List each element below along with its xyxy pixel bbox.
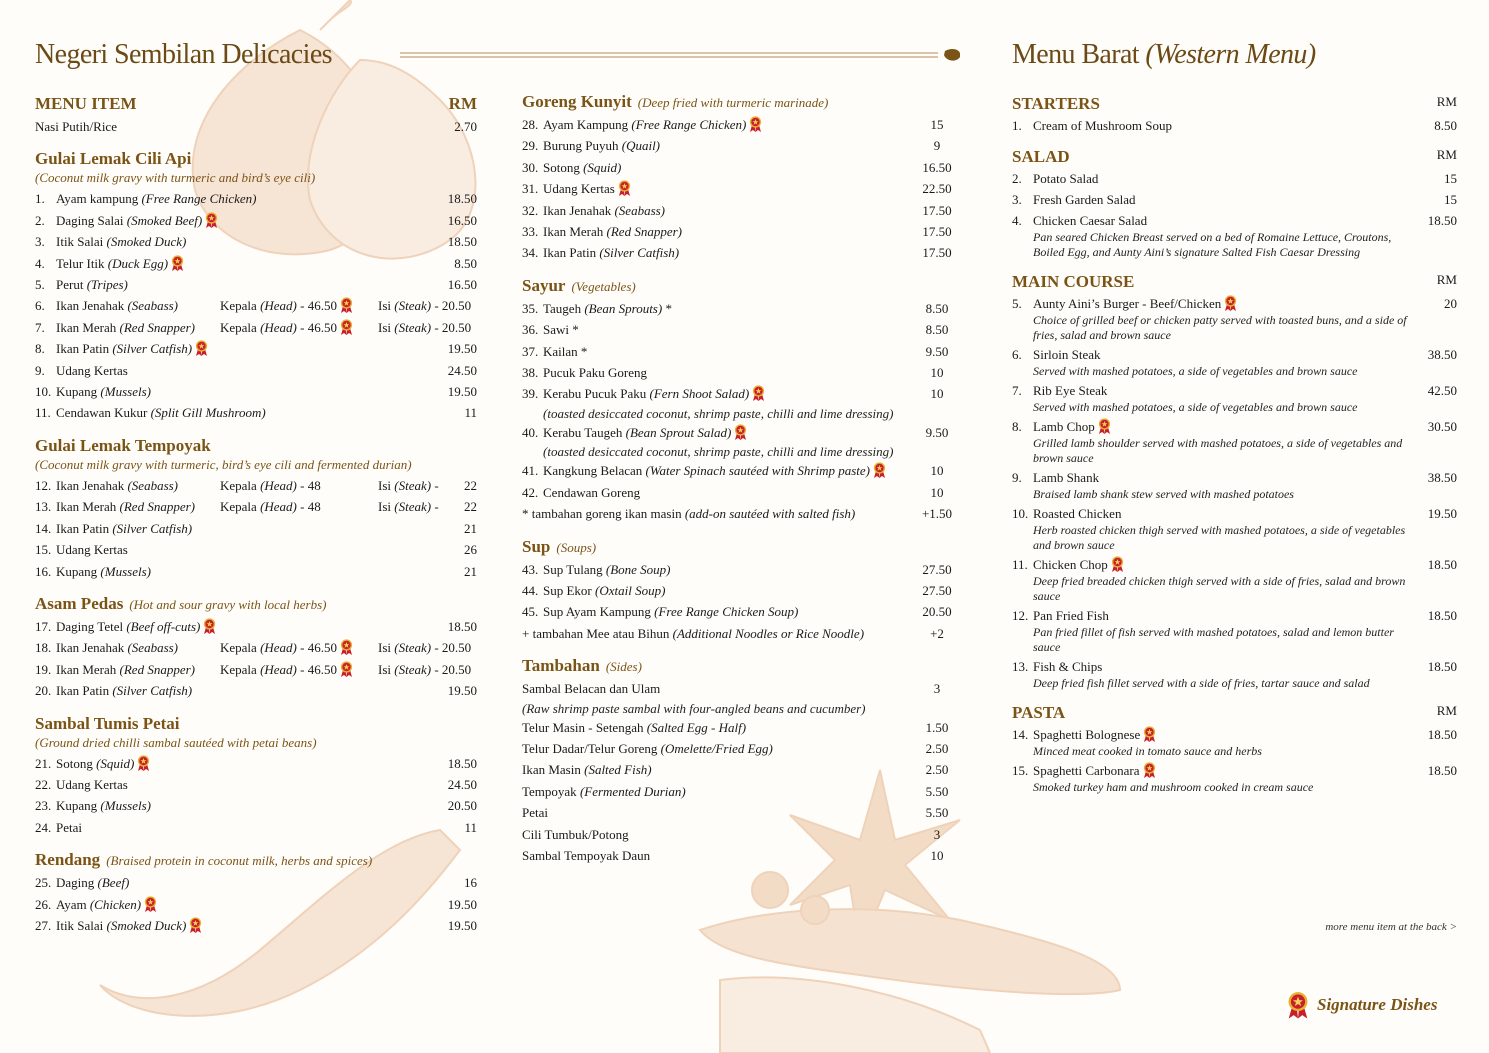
menu-row: 8. Lamb Chop 30.50 Grilled lamb shoulder served with mashed potatoes, a side of vegetables and brown sauce — [1012, 419, 1457, 465]
section-gulai-cili-api: Gulai Lemak Cili Api (Coconut milk gravy with turmeric and bird’s eye cili) 1. Ayam kampung (Free Range Chicken) 18.50 2. Daging Salai (Smoked Beef) 16.50 3. Itik Salai (Smoked Duck) 18.50 4. Telur Itik (Duck Egg) 8.50 5. Perut (Tripes) 16.50 6. Ikan Jenahak (Seabass) Kepala (Head) - 46.50 Isi (Steak) - 20.50 7. Ikan Merah (Red Snapper) Kepala (Head) - 46.50 Isi (Steak) - 20.50 8. Ikan Patin (Silver Catfish) 19.50 9. Udang Kertas 24.50 10. Kupang (Mussels) 19.50 11. Cendawan Kukur (Split Gill Mushroom) 11 — [35, 149, 485, 423]
signature-badge-icon — [1098, 418, 1111, 434]
section-goreng-kunyit: Goreng Kunyit (Deep fried with turmeric marinade) 28. Ayam Kampung (Free Range Chicken) 15 29. Burung Puyuh (Quail) 9 30. Sotong (Squid) 16.50 31. Udang Kertas 22.50 32. Ikan Jenahak (Seabass) 17.50 33. Ikan Merah (Red Snapper) 17.50 34. Ikan Patin (Silver Catfish) 17.50 — [522, 92, 970, 264]
menu-row: 39. Kerabu Pucuk Paku (Fern Shoot Salad) 10 — [522, 386, 944, 402]
column-negeri-sembilan — [35, 40, 485, 936]
menu-row: Telur Dadar/Telur Goreng (Omelette/Fried Egg) 2.50 — [522, 740, 949, 756]
menu-row: 18. Ikan Jenahak (Seabass) Kepala (Head) - 46.50 Isi (Steak) - 20.50 — [35, 640, 472, 656]
item-list — [522, 298, 970, 503]
menu-row: 15. Udang Kertas 26 — [35, 542, 477, 558]
menu-row: 43. Sup Tulang (Bone Soup) 27.50 — [522, 561, 952, 577]
menu-row: 29. Burung Puyuh (Quail) 9 — [522, 138, 941, 154]
section-salad: SALAD RM 2. Potato Salad 15 3. Fresh Garden Salad 15 4. Chicken Caesar Salad 18.50 Pan seared Chicken Breast served on a bed of Romaine Lettuce, Croutons, Boiled Egg, and Aunty Aini’s signature Salted Fish Caesar Dressing — [1012, 147, 1457, 259]
menu-row: 44. Sup Ekor (Oxtail Soup) 27.50 — [522, 582, 952, 598]
menu-row: 19. Ikan Merah (Red Snapper) Kepala (Head) - 46.50 Isi (Steak) - 20.50 — [35, 661, 472, 677]
section-pasta: PASTA RM 14. Spaghetti Bolognese 18.50 Minced meat cooked in tomato sauce and herbs 15. Spaghetti Carbonara 18.50 Smoked turkey ham and mushroom cooked in cream sauce — [1012, 703, 1457, 794]
menu-row: 41. Kangkung Belacan (Water Spinach sautéed with Shrimp paste) 10 — [522, 463, 944, 479]
signature-badge-icon — [734, 424, 747, 440]
menu-row: 28. Ayam Kampung (Free Range Chicken) 15 — [522, 117, 944, 132]
menu-row: 4. Chicken Caesar Salad 18.50 Pan seared Chicken Breast served on a bed of Romaine Lettuce, Croutons, Boiled Egg, and Aunty Aini’s signature Salted Fish Caesar Dressing — [1012, 213, 1457, 259]
menu-row: 7. Rib Eye Steak 42.50 Served with mashed potatoes, a side of vegetables and brown sauce — [1012, 383, 1457, 414]
menu-row: 14. Spaghetti Bolognese 18.50 Minced meat cooked in tomato sauce and herbs — [1012, 727, 1457, 758]
menu-row: 27. Itik Salai (Smoked Duck) 19.50 — [35, 917, 477, 933]
menu-row: 13. Fish & Chips 18.50 Deep fried fish fillet served with a side of fries, tartar sauce and salad — [1012, 659, 1457, 690]
section-gulai-tempoyak: Gulai Lemak Tempoyak (Coconut milk gravy with turmeric, bird’s eye cili and fermented durian) 12. Ikan Jenahak (Seabass) Kepala (Head) - 48 Isi (Steak) - 22 13. Ikan Merah (Red Snapper) Kepala (Head) - 48 Isi (Steak) - 22 14. Ikan Patin (Silver Catfish) 21 15. Udang Kertas 26 16. Kupang (Mussels) 21 — [35, 436, 485, 582]
section-asam-pedas: Asam Pedas (Hot and sour gravy with local herbs) 17. Daging Tetel (Beef off-cuts) 18.50 18. Ikan Jenahak (Seabass) Kepala (Head) - 46.50 Isi (Steak) - 20.50 19. Ikan Merah (Red Snapper) Kepala (Head) - 46.50 Isi (Steak) - 20.50 20. Ikan Patin (Silver Catfish) 19.50 — [35, 594, 485, 702]
menu-row: 5. Aunty Aini’s Burger - Beef/Chicken 20 Choice of grilled beef or chicken patty served with toasted buns, and a side of fries, salad and brown sauce — [1012, 296, 1457, 342]
signature-badge-icon — [340, 297, 353, 313]
menu-row: 21. Sotong (Squid) 18.50 — [35, 755, 477, 771]
item-note: Minced meat cooked in tomato sauce and herbs — [1033, 744, 1262, 758]
western-title: Menu Barat (Western Menu) — [1012, 39, 1316, 70]
menu-row: 12. Ikan Jenahak (Seabass) Kepala (Head) - 48 Isi (Steak) - 22 — [35, 477, 477, 493]
section-header — [35, 94, 485, 137]
menu-row: 35. Taugeh (Bean Sprouts) * 8.50 — [522, 300, 949, 316]
menu-row: Tempoyak (Fermented Durian) 5.50 — [522, 783, 949, 799]
menu-row: 34. Ikan Patin (Silver Catfish) 17.50 — [522, 245, 952, 261]
menu-row: 15. Spaghetti Carbonara 18.50 Smoked turkey ham and mushroom cooked in cream sauce — [1012, 763, 1457, 794]
menu-row: 2. Potato Salad 15 — [1012, 171, 1457, 186]
signature-badge-icon — [752, 385, 765, 401]
signature-badge-icon — [195, 340, 208, 356]
menu-row: 45. Sup Ayam Kampung (Free Range Chicken Soup) 20.50 — [522, 604, 952, 620]
menu-row: 6. Ikan Jenahak (Seabass) Kepala (Head) - 46.50 Isi (Steak) - 20.50 — [35, 298, 472, 314]
item-note: Served with mashed potatoes, a side of vegetables and brown sauce — [1033, 400, 1358, 414]
menu-row: 14. Ikan Patin (Silver Catfish) 21 — [35, 520, 477, 536]
item-list — [522, 678, 970, 866]
signature-badge-icon — [203, 618, 216, 634]
menu-row: 37. Kailan * 9.50 — [522, 343, 949, 359]
item-note: (toasted desiccated coconut, shrimp paste, chilli and lime dressing) — [543, 405, 894, 421]
item-note: Pan fried fillet of fish served with mashed potatoes, salad and lemon butter sauce — [1033, 625, 1394, 654]
menu-row: 11. Cendawan Kukur (Split Gill Mushroom) 11 — [35, 405, 477, 421]
menu-item-header: MENU ITEM — [35, 94, 137, 113]
menu-row: 38. Pucuk Paku Goreng 10 — [522, 365, 944, 381]
menu-row: Ikan Masin (Salted Fish) 2.50 — [522, 762, 949, 778]
section-rendang: Rendang (Braised protein in coconut milk, herbs and spices) 25. Daging (Beef) 16 26. Ayam (Chicken) 19.50 27. Itik Salai (Smoked Duck) 19.50 — [35, 850, 485, 936]
menu-row: 11. Chicken Chop 18.50 Deep fried breaded chicken thigh served with a side of fries, salad and brown sauce — [1012, 557, 1457, 603]
menu-row: 10. Roasted Chicken 19.50 Herb roasted chicken thigh served with mashed potatoes, a side of vegetables and brown sauce — [1012, 506, 1457, 552]
item-list — [522, 114, 970, 264]
signature-badge-icon — [340, 319, 353, 335]
page-title: Negeri Sembilan Delicacies — [35, 39, 332, 70]
signature-badge-icon — [137, 755, 150, 771]
signature-badge-icon — [1111, 556, 1124, 572]
menu-row: 33. Ikan Merah (Red Snapper) 17.50 — [522, 224, 952, 240]
menu-row: 40. Kerabu Taugeh (Bean Sprout Salad) 9.50 — [522, 424, 949, 440]
addon-row: * tambahan goreng ikan masin (add-on sautéed with salted fish) +1.50 — [522, 506, 953, 522]
menu-row: 23. Kupang (Mussels) 20.50 — [35, 798, 477, 814]
menu-row: 31. Udang Kertas 22.50 — [522, 181, 952, 197]
signature-badge-icon — [171, 255, 184, 271]
menu-row: 7. Ikan Merah (Red Snapper) Kepala (Head) - 46.50 Isi (Steak) - 20.50 — [35, 319, 472, 335]
item-list — [35, 616, 485, 702]
item-note: Herb roasted chicken thigh served with mashed potatoes, a side of vegetables and brown sauce — [1033, 523, 1406, 552]
item-note: Smoked turkey ham and mushroom cooked in cream sauce — [1033, 780, 1314, 794]
menu-row: 8. Ikan Patin (Silver Catfish) 19.50 — [35, 341, 477, 357]
section-starters: STARTERS RM 1. Cream of Mushroom Soup 8.50 — [1012, 94, 1457, 133]
menu-row: 42. Cendawan Goreng 10 — [522, 484, 944, 500]
signature-badge-icon — [189, 917, 202, 933]
item-list — [35, 872, 485, 936]
item-note: Deep fried fish fillet served with a side of fries, tartar sauce and salad — [1033, 676, 1370, 690]
signature-badge-icon — [340, 639, 353, 655]
menu-row: Nasi Putih/Rice 2.70 — [35, 119, 477, 134]
menu-row: 9. Udang Kertas 24.50 — [35, 362, 477, 378]
item-note: Braised lamb shank stew served with mashed potatoes — [1033, 487, 1294, 501]
rm-header: RM — [448, 94, 477, 113]
menu-row: 36. Sawi * 8.50 — [522, 322, 949, 338]
column-negeri-sembilan-2 — [522, 92, 970, 866]
menu-row: 22. Udang Kertas 24.50 — [35, 776, 477, 792]
more-menu-note: more menu item at the back > — [1325, 921, 1457, 933]
signature-badge-icon — [144, 896, 157, 912]
signature-badge-icon — [618, 180, 631, 196]
menu-row: Sambal Tempoyak Daun 10 — [522, 847, 944, 863]
menu-row: 10. Kupang (Mussels) 19.50 — [35, 384, 477, 400]
signature-legend — [1284, 990, 1437, 1020]
menu-row: 1. Ayam kampung (Free Range Chicken) 18.50 — [35, 191, 477, 207]
item-note: Grilled lamb shoulder served with mashed potatoes, a side of vegetables and brown sauce — [1033, 436, 1403, 465]
section-sambal-tumis: Sambal Tumis Petai (Ground dried chilli sambal sautéed with petai beans) 21. Sotong (Squid) 18.50 22. Udang Kertas 24.50 23. Kupang (Mussels) 20.50 24. Petai 11 — [35, 714, 485, 839]
addon-row: + tambahan Mee atau Bihun (Additional Noodles or Rice Noodle) +2 — [522, 625, 944, 641]
menu-row: 2. Daging Salai (Smoked Beef) 16.50 — [35, 212, 477, 228]
menu-row: 3. Itik Salai (Smoked Duck) 18.50 — [35, 234, 477, 250]
menu-row: 3. Fresh Garden Salad 15 — [1012, 192, 1457, 207]
menu-row: Telur Masin - Setengah (Salted Egg - Half) 1.50 — [522, 719, 949, 735]
item-list — [522, 559, 970, 623]
item-note: (toasted desiccated coconut, shrimp paste, chilli and lime dressing) — [543, 444, 894, 460]
signature-badge-icon — [749, 116, 762, 132]
menu-row: Cili Tumbuk/Potong 3 — [522, 826, 941, 842]
item-list — [35, 188, 485, 423]
signature-badge-icon — [873, 462, 886, 478]
signature-label: Signature Dishes — [1317, 995, 1438, 1014]
item-list — [35, 475, 485, 582]
menu-row: 26. Ayam (Chicken) 19.50 — [35, 896, 477, 912]
item-note: Choice of grilled beef or chicken patty served with toasted buns, and a side of fries, salad and brown sauce — [1033, 313, 1407, 342]
signature-badge-icon — [1287, 990, 1309, 1020]
item-list — [35, 753, 485, 839]
signature-badge-icon — [1224, 295, 1237, 311]
menu-row: 13. Ikan Merah (Red Snapper) Kepala (Head) - 48 Isi (Steak) - 22 — [35, 499, 477, 515]
menu-row: 12. Pan Fried Fish 18.50 Pan fried fillet of fish served with mashed potatoes, salad and lemon butter sauce — [1012, 608, 1457, 654]
menu-row: 4. Telur Itik (Duck Egg) 8.50 — [35, 255, 477, 271]
item-note: Served with mashed potatoes, a side of vegetables and brown sauce — [1033, 364, 1358, 378]
section-sup: Sup (Soups) 43. Sup Tulang (Bone Soup) 27.50 44. Sup Ekor (Oxtail Soup) 27.50 45. Sup Ayam Kampung (Free Range Chicken Soup) 20.50 + tambahan Mee atau Bihun (Additional Noodles or Rice Noodle) +2 — [522, 537, 970, 645]
menu-row: Sambal Belacan dan Ulam 3 — [522, 681, 941, 697]
section-main: MAIN COURSE RM 5. Aunty Aini’s Burger - Beef/Chicken 20 Choice of grilled beef or chicken patty served with toasted buns, and a side of fries, salad and brown sauce 6. Sirloin Steak 38.50 Served with mashed potatoes, a side of vegetables and brown sauce 7. Rib Eye Steak 42.50 Served with mashed potatoes, a side of vegetables and brown sauce 8. Lamb Chop 30.50 Grilled lamb shoulder served with mashed potatoes, a side of vegetables and brown sauce 9. Lamb Shank 38.50 Braised lamb shank stew served with mashed potatoes 10. Roasted Chicken 19.50 Herb roasted chicken thigh served with mashed potatoes, a side of vegetables and brown sauce 11. Chicken Chop 18.50 Deep fried breaded chicken thigh served with a side of fries, salad and brown sauce 12. Pan Fried Fish 18.50 Pan fried fillet of fish served with mashed potatoes, salad and lemon butter sauce 13. Fish & Chips 18.50 Deep fried fish fillet served with a side of fries, tartar sauce and salad — [1012, 272, 1457, 690]
signature-badge-icon — [205, 212, 218, 228]
item-note: Deep fried breaded chicken thigh served with a side of fries, salad and brown sauce — [1033, 574, 1406, 603]
section-sayur: Sayur (Vegetables) 35. Taugeh (Bean Sprouts) * 8.50 36. Sawi * 8.50 37. Kailan * 9.50 38. Pucuk Paku Goreng 10 39. Kerabu Pucuk Paku (Fern Shoot Salad) 10 (toasted desiccated coconut, shrimp paste, chilli and lime dressing) 40. Kerabu Taugeh (Bean Sprout Salad) 9.50 (toasted desiccated coconut, shrimp paste, chilli and lime dressing) 41. Kangkung Belacan (Water Spinach sautéed with Shrimp paste) 10 42. Cendawan Goreng 10 * tambahan goreng ikan masin (add-on sautéed with salted fish) +1.50 — [522, 276, 970, 525]
section-tambahan: Tambahan (Sides) Sambal Belacan dan Ulam 3 (Raw shrimp paste sambal with four-angled beans and cucumber) Telur Masin - Setengah (Salted Egg - Half) 1.50 Telur Dadar/Telur Goreng (Omelette/Fried Egg) 2.50 Ikan Masin (Salted Fish) 2.50 Tempoyak (Fermented Durian) 5.50 Petai 5.50 Cili Tumbuk/Potong 3 Sambal Tempoyak Daun 10 — [522, 656, 970, 866]
menu-row: 30. Sotong (Squid) 16.50 — [522, 159, 952, 175]
column-western-menu — [1012, 40, 1457, 797]
signature-badge-icon — [1143, 762, 1156, 778]
signature-badge-icon — [340, 661, 353, 677]
menu-row: 9. Lamb Shank 38.50 Braised lamb shank stew served with mashed potatoes — [1012, 470, 1457, 501]
menu-row: 5. Perut (Tripes) 16.50 — [35, 277, 477, 293]
menu-row: 20. Ikan Patin (Silver Catfish) 19.50 — [35, 683, 477, 699]
menu-row: 6. Sirloin Steak 38.50 Served with mashed potatoes, a side of vegetables and brown sauce — [1012, 347, 1457, 378]
item-note: Pan seared Chicken Breast served on a bed of Romaine Lettuce, Croutons, Boiled Egg, and Aunty Aini’s signature Salted Fish Caesar Dressing — [1033, 230, 1392, 259]
western-sections — [1012, 94, 1457, 795]
item-note: (Raw shrimp paste sambal with four-angled beans and cucumber) — [522, 700, 866, 716]
menu-row: 24. Petai 11 — [35, 819, 477, 835]
menu-row: 32. Ikan Jenahak (Seabass) 17.50 — [522, 202, 952, 218]
menu-row: 16. Kupang (Mussels) 21 — [35, 563, 477, 579]
menu-row: 17. Daging Tetel (Beef off-cuts) 18.50 — [35, 618, 477, 634]
signature-badge-icon — [1143, 726, 1156, 742]
menu-row: 25. Daging (Beef) 16 — [35, 875, 477, 891]
menu-row: 1. Cream of Mushroom Soup 8.50 — [1012, 118, 1457, 133]
menu-row: Petai 5.50 — [522, 805, 949, 821]
